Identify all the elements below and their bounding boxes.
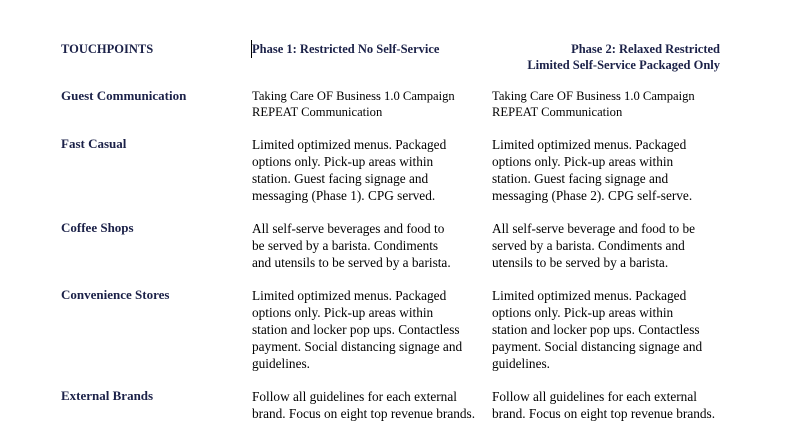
- row-label-external-brands: External Brands: [61, 388, 154, 403]
- phase2-header: [470, 41, 720, 73]
- coffee-shops-phase2: All self-serve beverage and food to be served by a barista. Condiments and utensils to be served by a barista.: [492, 221, 696, 270]
- external-brands-phase2: Follow all guidelines for each external brand. Focus on eight top revenue brands.: [492, 389, 716, 421]
- row-label-convenience-stores: Convenience Stores: [61, 287, 170, 302]
- guest-communication-phase1: Taking Care OF Business 1.0 Campaign REPEAT Communication: [252, 89, 455, 119]
- phase2-header-line2: Limited Self-Service Packaged Only: [527, 58, 720, 72]
- row-label-fast-casual: Fast Casual: [61, 136, 127, 151]
- row-label-guest-communication: Guest Communication: [61, 88, 187, 103]
- convenience-stores-phase2: Limited optimized menus. Packaged options only. Pick-up areas within station and locker pop ups. Contactless payment. Social distancing signage and guidelines.: [492, 288, 703, 371]
- coffee-shops-phase1: All self-serve beverages and food to be served by a barista. Condiments and utensils to be served by a barista.: [252, 221, 451, 270]
- touchpoints-header: TOUCHPOINTS: [61, 42, 154, 56]
- row-label-coffee-shops: Coffee Shops: [61, 220, 134, 235]
- external-brands-phase1: Follow all guidelines for each external brand. Focus on eight top revenue brands.: [252, 389, 476, 421]
- fast-casual-phase2: Limited optimized menus. Packaged options only. Pick-up areas within station. Guest facing signage and messaging (Phase 2). CPG self-serve.: [492, 137, 693, 203]
- guest-communication-phase2: Taking Care OF Business 1.0 Campaign REPEAT Communication: [492, 89, 695, 119]
- phase2-header-line1: Phase 2: Relaxed Restricted: [571, 42, 720, 56]
- convenience-stores-phase1: Limited optimized menus. Packaged options only. Pick-up areas within station and locker pop ups. Contactless payment. Social distancing signage and guidelines.: [252, 288, 463, 371]
- fast-casual-phase1: Limited optimized menus. Packaged options only. Pick-up areas within station. Guest facing signage and messaging (Phase 1). CPG served.: [252, 137, 447, 203]
- phase1-header: Phase 1: Restricted No Self-Service: [252, 42, 440, 56]
